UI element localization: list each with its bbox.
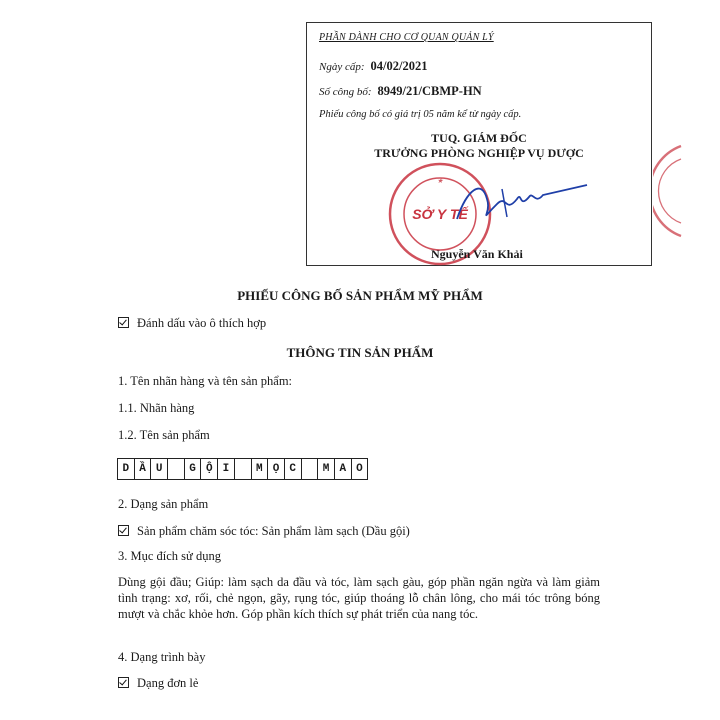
product-name-char: Ầ [134, 458, 152, 480]
registration-number-row [319, 84, 482, 99]
item-4-value-row [118, 676, 198, 691]
checked-box-icon [118, 525, 129, 536]
signer-title-line-2: TRƯỞNG PHÒNG NGHIỆP VỤ DƯỢC [374, 146, 584, 160]
product-name-char: M [251, 458, 269, 480]
handwritten-signature [447, 169, 597, 229]
item-2-value: Sản phẩm chăm sóc tóc: Sản phẩm làm sạch (Dầu gội) [137, 524, 410, 538]
issue-date-value: 04/02/2021 [370, 59, 428, 73]
product-name-char [234, 458, 252, 480]
item-2-label: 2. Dạng sản phẩm [118, 497, 209, 511]
product-name-char: C [284, 458, 302, 480]
checkbox-hint-text: Đánh dấu vào ô thích hợp [137, 316, 267, 330]
product-name-char: Ọ [267, 458, 285, 480]
product-name-char: U [150, 458, 168, 480]
registration-number-label: Số công bố: [319, 86, 372, 98]
signer-name: Nguyễn Văn Khải [431, 247, 523, 261]
approval-heading: PHẦN DÀNH CHO CƠ QUAN QUẢN LÝ [319, 32, 494, 43]
partial-seal-stamp [653, 141, 683, 241]
item-4-value: Dạng đơn lẻ [137, 676, 199, 690]
product-name-char [301, 458, 319, 480]
item-1-1-label: 1.1. Nhãn hàng [118, 401, 195, 415]
product-name-boxes [118, 458, 368, 480]
product-name-char [167, 458, 185, 480]
product-name-char: A [334, 458, 352, 480]
item-3-value: Dùng gội đầu; Giúp: làm sạch da đầu và tóc, làm sạch gàu, góp phần ngăn ngừa và làm giảm tình trạng: xơ, rối, chẻ ngọn, gãy, rụng tóc, giúp thoáng lỗ chân lông, cho mái tóc trông bóng mượt và chắc khỏe hơn. Góp phần kích thích sự phát triển của nang tóc. [118, 575, 600, 621]
item-4-label: 4. Dạng trình bày [118, 650, 206, 664]
product-name-char: G [184, 458, 202, 480]
product-name-char: O [351, 458, 369, 480]
signer-title-line-1: TUQ. GIÁM ĐỐC [431, 131, 527, 145]
product-name-char: I [217, 458, 235, 480]
item-2-value-row [118, 524, 410, 539]
issue-date-row [319, 59, 427, 74]
signer-title [307, 131, 651, 161]
validity-note: Phiếu công bố có giá trị 05 năm kể từ ngày cấp. [319, 109, 522, 120]
document-title: PHIẾU CÔNG BỐ SẢN PHẨM MỸ PHẨM [237, 288, 483, 303]
checked-box-icon [118, 677, 129, 688]
svg-text:★: ★ [436, 178, 444, 185]
approval-box [306, 22, 652, 266]
item-3-label: 3. Mục đích sử dụng [118, 549, 221, 563]
seal-text: SỞ Y TẾ [412, 206, 468, 222]
section-title: THÔNG TIN SẢN PHẨM [286, 345, 434, 360]
checkbox-hint-row [118, 316, 266, 331]
registration-number-value: 8949/21/CBMP-HN [377, 84, 482, 98]
product-name-char: Ộ [200, 458, 218, 480]
product-name-char: D [117, 458, 135, 480]
checked-box-icon [118, 317, 129, 328]
item-1-2-label: 1.2. Tên sản phẩm [118, 428, 210, 442]
product-name-char: M [317, 458, 335, 480]
item-1-label: 1. Tên nhãn hàng và tên sản phẩm: [118, 374, 293, 388]
issue-date-label: Ngày cấp: [319, 61, 365, 73]
